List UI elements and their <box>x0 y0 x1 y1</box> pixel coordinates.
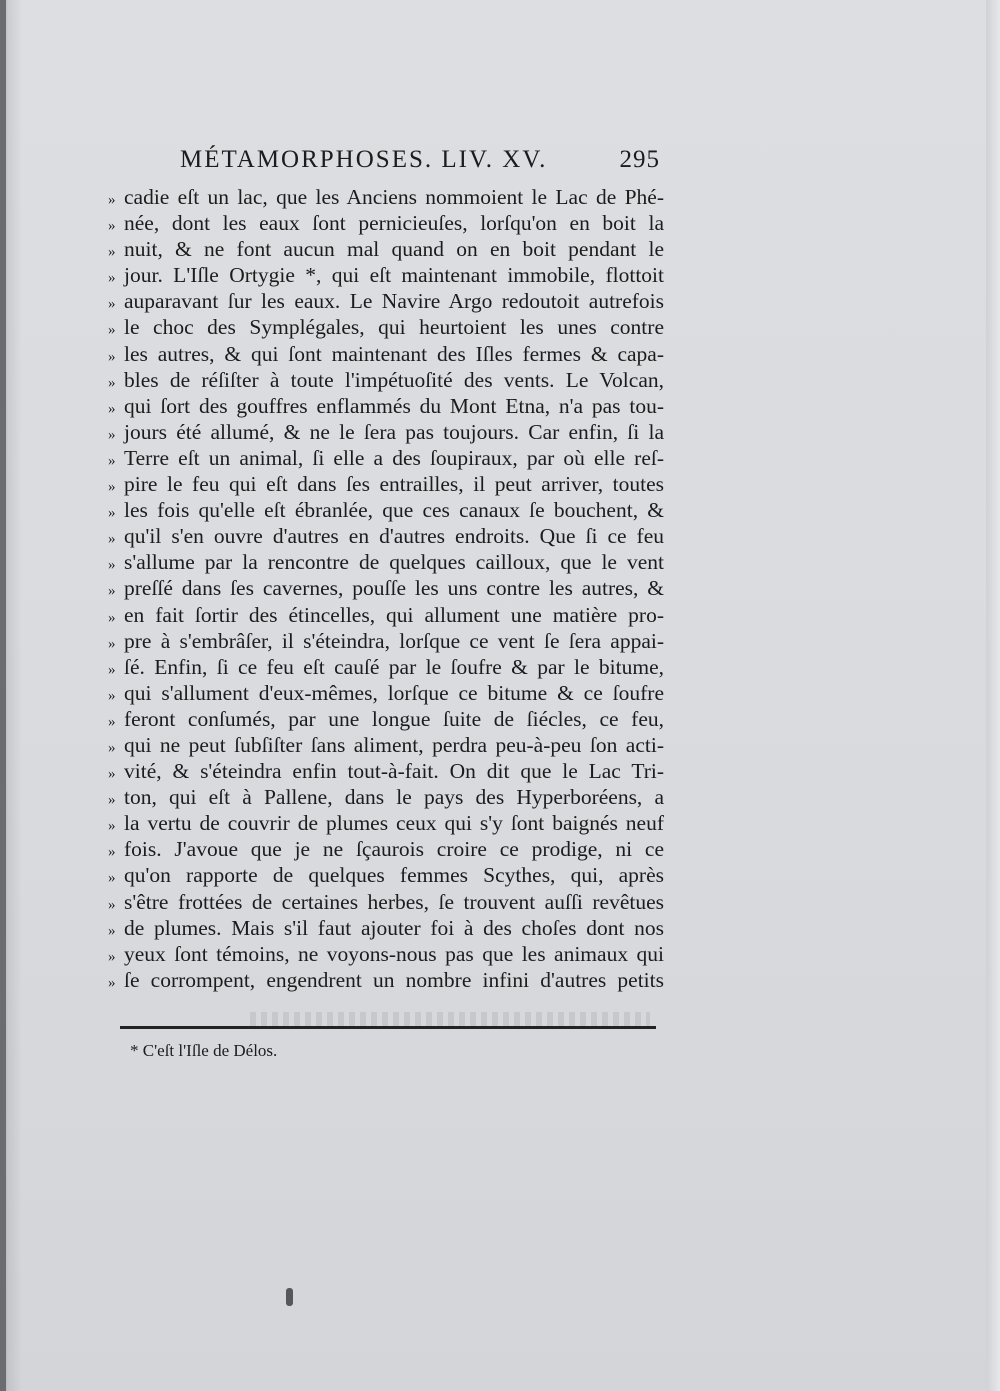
line-text: en fait ſortir des étincelles, qui allument une matière pro- <box>124 602 664 627</box>
line-text: pre à s'embrâſer, il s'éteindra, lorſque ce vent ſe ſera appai- <box>124 628 664 653</box>
quotation-mark: » <box>108 426 116 443</box>
text-line <box>108 680 664 706</box>
line-text: ton, qui eſt à Pallene, dans le pays des Hyperboréens, a <box>124 785 664 810</box>
line-text: ſé. Enfin, ſi ce feu eſt cauſé par le ſoufre & par le bitume, <box>124 654 664 679</box>
quotation-mark: » <box>108 922 116 939</box>
quotation-mark: » <box>108 661 116 678</box>
quotation-mark: » <box>108 374 116 391</box>
quotation-mark: » <box>108 479 116 496</box>
quotation-mark: » <box>108 792 116 809</box>
quotation-mark: » <box>108 818 116 835</box>
text-line <box>108 706 664 732</box>
line-text: née, dont les eaux ſont pernicieuſes, lorſqu'on en boit la <box>124 211 664 236</box>
quotation-mark: » <box>108 400 116 417</box>
line-text: yeux ſont témoins, ne voyons-nous pas que les animaux qui <box>124 941 664 966</box>
quotation-mark: » <box>108 322 116 339</box>
text-line <box>108 836 664 862</box>
quotation-mark: » <box>108 244 116 261</box>
text-line <box>108 367 664 393</box>
text-line <box>108 236 664 262</box>
line-text: les fois qu'elle eſt ébranlée, que ces canaux ſe bouchent, & <box>124 498 664 523</box>
line-text: la vertu de couvrir de plumes ceux qui s'y ſont baignés neuf <box>124 811 664 836</box>
quotation-mark: » <box>108 844 116 861</box>
quotation-mark: » <box>108 766 116 783</box>
line-text: s'allume par la rencontre de quelques cailloux, que le vent <box>124 550 664 575</box>
line-text: qu'il s'en ouvre d'autres en d'autres endroits. Que ſi ce feu <box>124 524 664 549</box>
line-text: nuit, & ne font aucun mal quand on en boit pendant le <box>124 237 664 262</box>
text-line <box>108 602 664 628</box>
line-text: cadie eſt un lac, que les Anciens nommoient le Lac de Phé- <box>124 185 664 209</box>
show-through-text <box>250 1012 650 1026</box>
line-text: auparavant ſur les eaux. Le Navire Argo redoutoit autrefois <box>124 289 664 314</box>
quotation-mark: » <box>108 870 116 887</box>
quotation-mark: » <box>108 531 116 548</box>
quotation-mark: » <box>108 739 116 756</box>
text-line <box>108 393 664 419</box>
quotation-mark: » <box>108 557 116 574</box>
quotation-mark: » <box>108 609 116 626</box>
text-line <box>108 628 664 654</box>
footnote-rule <box>120 1026 656 1029</box>
line-text: de plumes. Mais s'il faut ajouter foi à des choſes dont nos <box>124 915 664 940</box>
text-line <box>108 654 664 680</box>
line-text: s'être frottées de certaines herbes, ſe trouvent auſſi revêtues <box>124 889 664 914</box>
quotation-mark: » <box>108 452 116 469</box>
line-text: fois. J'avoue que je ne ſçaurois croire ce prodige, ni ce <box>124 837 664 862</box>
line-text: qui ſort des gouffres enflammés du Mont Etna, n'a pas tou- <box>124 393 664 418</box>
quotation-mark: » <box>108 505 116 522</box>
line-text: jours été allumé, & ne le ſera pas toujours. Car enfin, ſi la <box>124 419 664 444</box>
line-text: bles de réſiſter à toute l'impétuoſité des vents. Le Volcan, <box>124 367 664 392</box>
running-head <box>180 146 660 182</box>
line-text: pire le feu qui eſt dans ſes entrailles, il peut arriver, toutes <box>124 472 664 497</box>
line-text: vité, & s'éteindra enfin tout-à-fait. On dit que le Lac Tri- <box>124 759 664 784</box>
running-head-title: MÉTAMORPHOSES. LIV. XV. <box>180 146 548 173</box>
text-line <box>108 889 664 915</box>
text-line <box>108 523 664 549</box>
quotation-mark: » <box>108 713 116 730</box>
text-line <box>108 549 664 575</box>
quotation-mark: » <box>108 948 116 965</box>
quotation-mark: » <box>108 896 116 913</box>
page-number: 295 <box>619 146 660 173</box>
quotation-mark: » <box>108 270 116 287</box>
text-line <box>108 341 664 367</box>
quotation-mark: » <box>108 635 116 652</box>
line-text: les autres, & qui ſont maintenant des Iſles fermes & capa- <box>124 341 664 366</box>
text-line <box>108 784 664 810</box>
quotation-mark: » <box>108 218 116 235</box>
text-line <box>108 810 664 836</box>
text-line <box>108 862 664 888</box>
line-text: qu'on rapporte de quelques femmes Scythes, qui, après <box>124 863 664 888</box>
quotation-mark: » <box>108 348 116 365</box>
footnote: * C'eſt l'Iſle de Délos. <box>130 1041 278 1060</box>
quotation-mark: » <box>108 296 116 313</box>
text-line <box>108 967 664 993</box>
body-text <box>108 184 664 993</box>
text-line <box>108 445 664 471</box>
quotation-mark: » <box>108 583 116 600</box>
ink-blot <box>286 1288 293 1306</box>
quotation-mark: » <box>108 192 116 208</box>
text-line <box>108 471 664 497</box>
text-line <box>108 915 664 941</box>
text-line <box>108 758 664 784</box>
line-text: qui ne peut ſubſiſter ſans aliment, perdra peu-à-peu ſon acti- <box>124 732 664 757</box>
text-line <box>108 184 664 210</box>
quotation-mark: » <box>108 687 116 704</box>
line-text: preſſé dans ſes cavernes, pouſſe les uns contre les autres, & <box>124 576 664 601</box>
line-text: feront conſumés, par une longue ſuite de ſiécles, ce feu, <box>124 706 664 731</box>
binding-gutter <box>0 0 6 1391</box>
line-text: le choc des Symplégales, qui heurtoient les unes contre <box>124 315 664 340</box>
text-line <box>108 732 664 758</box>
text-line <box>108 314 664 340</box>
text-line <box>108 575 664 601</box>
text-line <box>108 288 664 314</box>
text-line <box>108 419 664 445</box>
text-line <box>108 497 664 523</box>
page-edge <box>986 0 1000 1391</box>
text-line <box>108 262 664 288</box>
quotation-mark: » <box>108 974 116 991</box>
line-text: Terre eſt un animal, ſi elle a des ſoupiraux, par où elle reſ- <box>124 445 664 470</box>
line-text: qui s'allument d'eux-mêmes, lorſque ce bitume & ce ſoufre <box>124 680 664 705</box>
line-text: jour. L'Iſle Ortygie *, qui eſt maintenant immobile, flottoit <box>124 263 664 288</box>
line-text: ſe corrompent, engendrent un nombre infini d'autres petits <box>124 967 664 992</box>
text-line <box>108 941 664 967</box>
text-line <box>108 210 664 236</box>
